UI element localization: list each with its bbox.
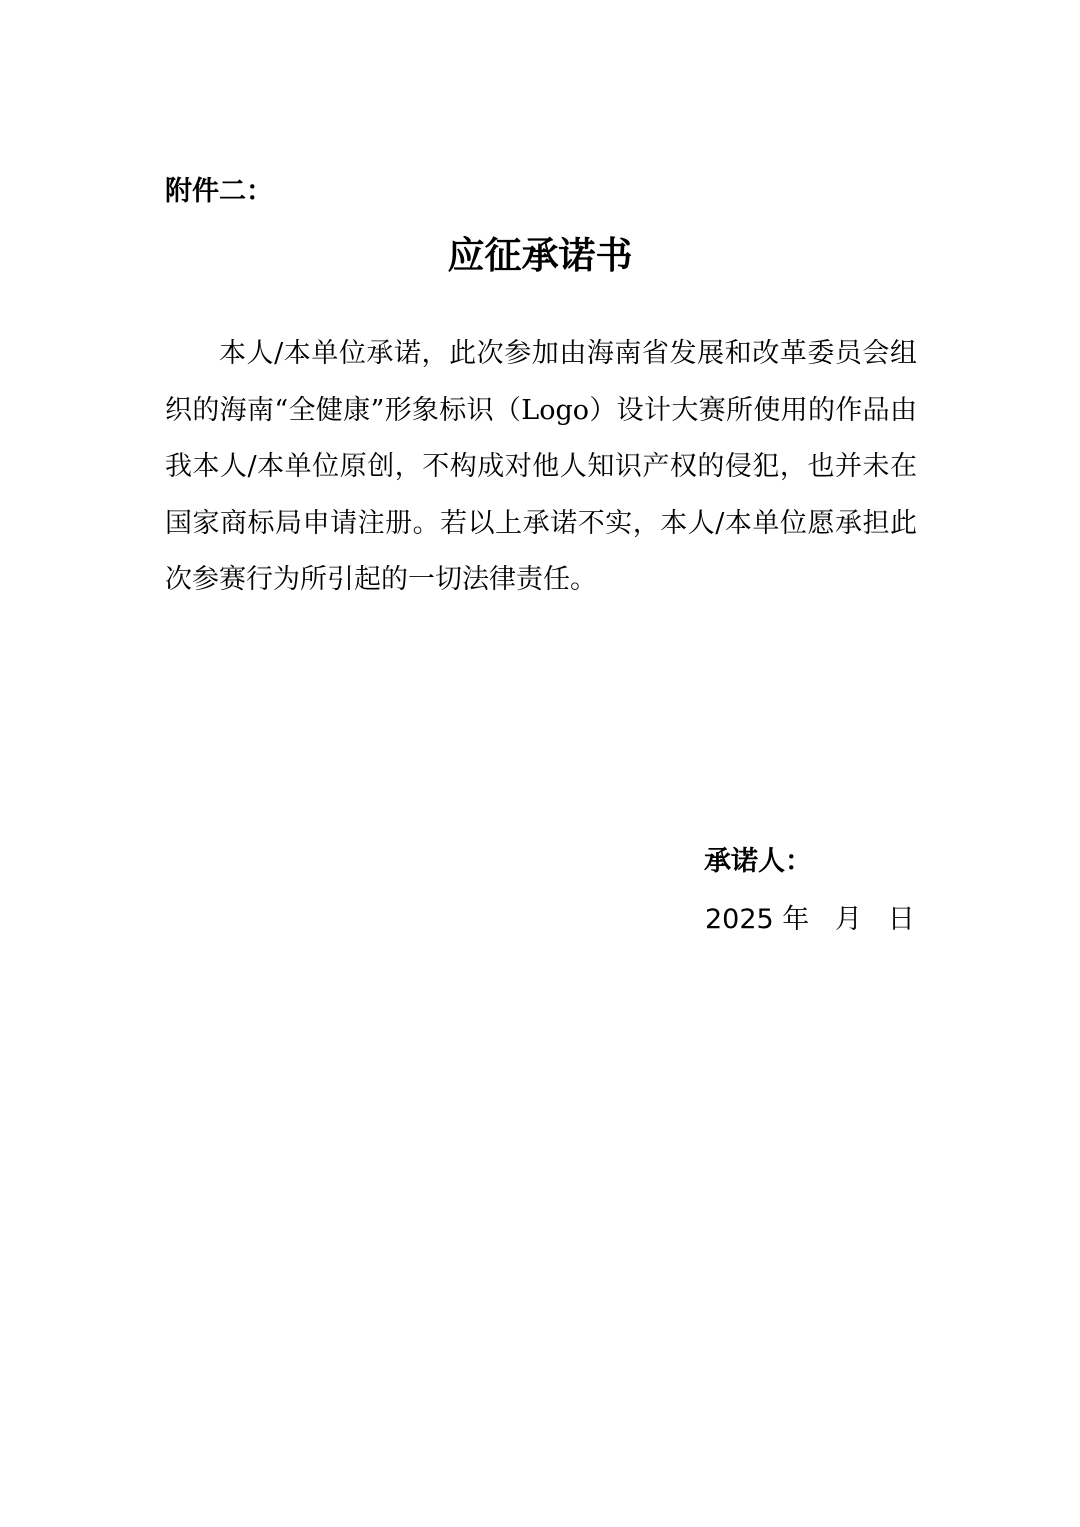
- document-title: 应征承诺书: [447, 234, 633, 277]
- commitment-paragraph: 本人/本单位承诺，此次参加由海南省发展和改革委员会组织的海南“全健康”形象标识（Logo）设计大赛所使用的作品由我本人/本单位原创，不构成对他人知识产权的侵犯，也并未在国家商标局申请注册。若以上承诺不实，本人/本单位愿承担此次参赛行为所引起的一切法律责任。: [165, 338, 917, 596]
- attachment-label: 附件二：: [165, 176, 273, 207]
- date-line: 2025 年 月 日: [705, 904, 915, 935]
- signer-label: 承诺人：: [704, 846, 812, 877]
